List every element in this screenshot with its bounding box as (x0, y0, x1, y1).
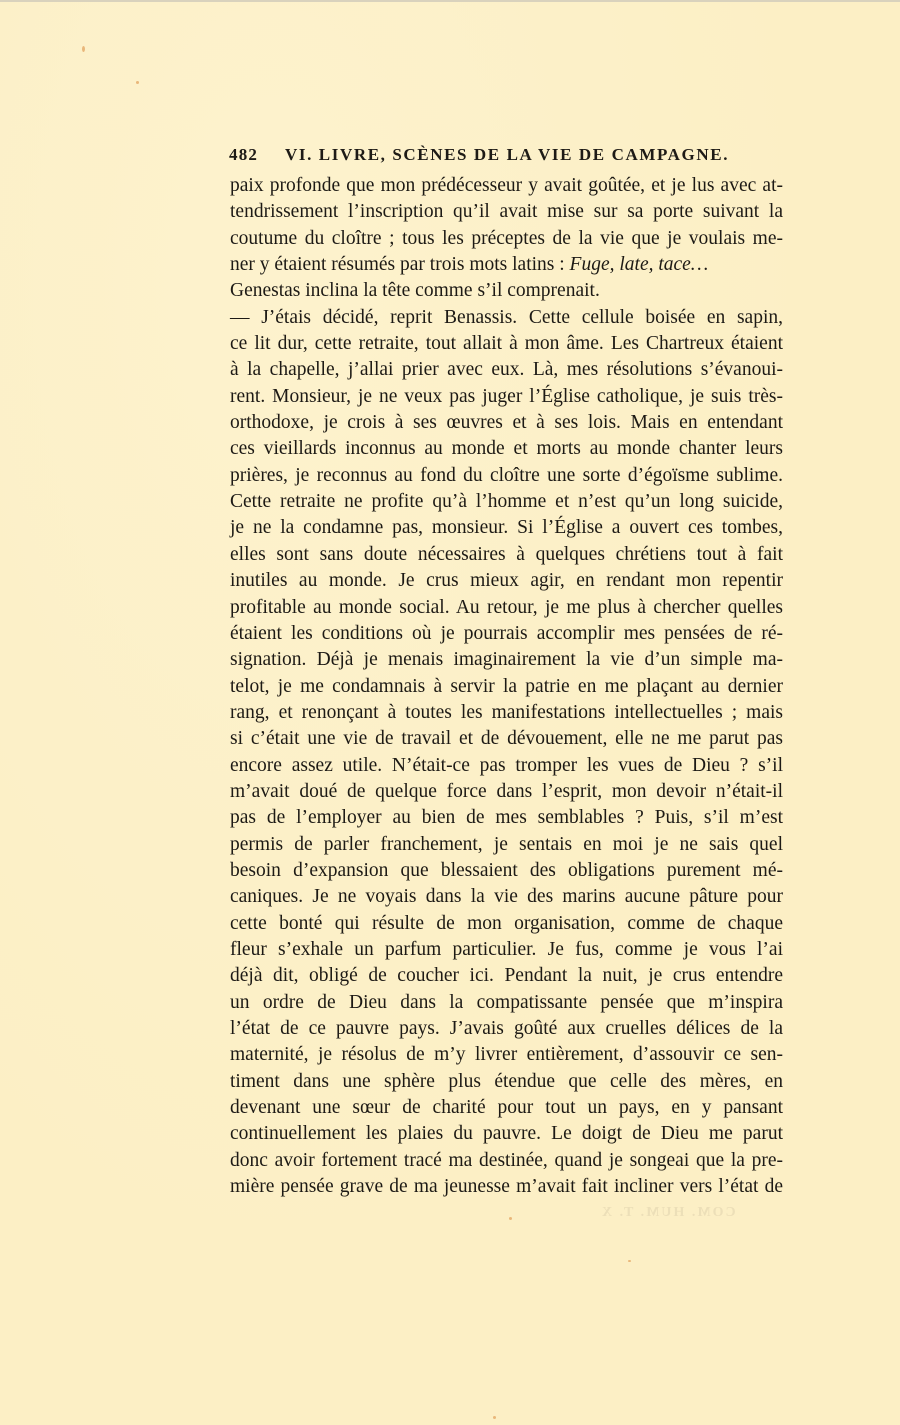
show-through-text: COM. HUM. T. X (600, 1205, 736, 1220)
text-line: maternité, je résolus de m’y livrer entièrement, d’assouvir ce sen- (230, 1044, 783, 1066)
text-line: m’avait doué de quelque force dans l’esprit, mon devoir n’était-il (230, 780, 783, 802)
text-line-roman: ner y étaient résumés par trois mots latins : (230, 254, 570, 276)
text-line: tendrissement l’inscription qu’il avait mise sur sa porte suivant la (230, 201, 783, 223)
text-line: à la chapelle, j’allai prier avec eux. Là, mes résolutions s’évanoui- (230, 359, 783, 381)
text-line (230, 252, 783, 278)
text-line: elles sont sans doute nécessaires à quelques chrétiens tout à fait (230, 543, 783, 565)
text-line: telot, je me condamnais à servir la patrie en me plaçant au dernier (230, 675, 783, 697)
paper-speck (82, 46, 85, 52)
text-line: fleur s’exhale un parfum particulier. Je fus, comme je vous l’ai (230, 938, 783, 960)
text-line: un ordre de Dieu dans la compatissante pensée que m’inspira (230, 991, 783, 1013)
latin-motto: Fuge, late, tace… (569, 254, 709, 276)
paper-speck (628, 1260, 631, 1262)
text-line: encore assez utile. N’était-ce pas tromper les vues de Dieu ? s’il (230, 754, 783, 776)
paper-speck (493, 1416, 496, 1419)
text-line: je ne la condamne pas, monsieur. Si l’Église a ouvert ces tombes, (230, 517, 783, 539)
text-line: Cette retraite ne profite qu’à l’homme et n’est qu’un long suicide, (230, 491, 783, 513)
text-line: donc avoir fortement tracé ma destinée, quand je songeai que la pre- (230, 1149, 783, 1171)
text-line: besoin d’expansion que blessaient des obligations purement mé- (230, 859, 783, 881)
running-head (229, 145, 785, 171)
text-line: paix profonde que mon prédécesseur y avait goûtée, et je lus avec at- (230, 175, 783, 196)
running-head-title: VI. LIVRE, SCÈNES DE LA VIE DE CAMPAGNE. (285, 145, 730, 164)
text-line: timent dans une sphère plus étendue que celle des mères, en (230, 1070, 783, 1092)
paper-speck (509, 1217, 512, 1220)
text-line: prières, je reconnus au fond du cloître une sorte d’égoïsme sublime. (230, 464, 783, 486)
text-line: orthodoxe, je crois à ses œuvres et à ses lois. Mais en entendant (230, 412, 783, 434)
text-line: l’état de ce pauvre pays. J’avais goûté aux cruelles délices de la (230, 1018, 783, 1039)
text-line: coutume du cloître ; tous les préceptes de la vie que je voulais me- (230, 227, 783, 249)
text-line: mière pensée grave de ma jeunesse m’avait fait incliner vers l’état de (230, 1176, 783, 1198)
text-line: inutiles au monde. Je crus mieux agir, en rendant mon repentir (230, 570, 783, 592)
text-line: permis de parler franchement, je sentais en moi je ne sais quel (230, 833, 783, 855)
body-text (230, 173, 783, 1200)
text-line: Genestas inclina la tête comme s’il comprenait. (230, 280, 600, 302)
page-top-edge (0, 0, 900, 2)
page-number: 482 (229, 145, 259, 164)
text-line: continuellement les plaies du pauvre. Le doigt de Dieu me parut (230, 1123, 783, 1145)
paper-speck (136, 81, 139, 84)
text-line: ce lit dur, cette retraite, tout allait à mon âme. Les Chartreux étaient (230, 333, 783, 355)
text-line: profitable au monde social. Au retour, je me plus à chercher quelles (230, 596, 783, 618)
text-line: pas de l’employer au bien de mes semblables ? Puis, s’il m’est (230, 807, 783, 829)
text-line: devenant une sœur de charité pour tout un pays, en y pansant (230, 1097, 783, 1119)
text-line: étaient les conditions où je pourrais accomplir mes pensées de ré- (230, 622, 783, 644)
text-line: — J’étais décidé, reprit Benassis. Cette cellule boisée en sapin, (230, 306, 783, 328)
text-line: caniques. Je ne voyais dans la vie des marins aucune pâture pour (230, 886, 783, 908)
text-line: rent. Monsieur, je ne veux pas juger l’Église catholique, je suis très- (230, 385, 783, 407)
text-line: signation. Déjà je menais imaginairement la vie d’un simple ma- (230, 649, 783, 671)
text-line: si c’était une vie de travail et de dévouement, elle ne me parut pas (230, 728, 783, 750)
text-line: rang, et renonçant à toutes les manifestations intellectuelles ; mais (230, 701, 783, 723)
text-line: déjà dit, obligé de coucher ici. Pendant la nuit, je crus entendre (230, 965, 783, 987)
text-line: ces vieillards inconnus au monde et morts au monde chanter leurs (230, 438, 783, 460)
text-line: cette bonté qui résulte de mon organisation, comme de chaque (230, 912, 783, 934)
